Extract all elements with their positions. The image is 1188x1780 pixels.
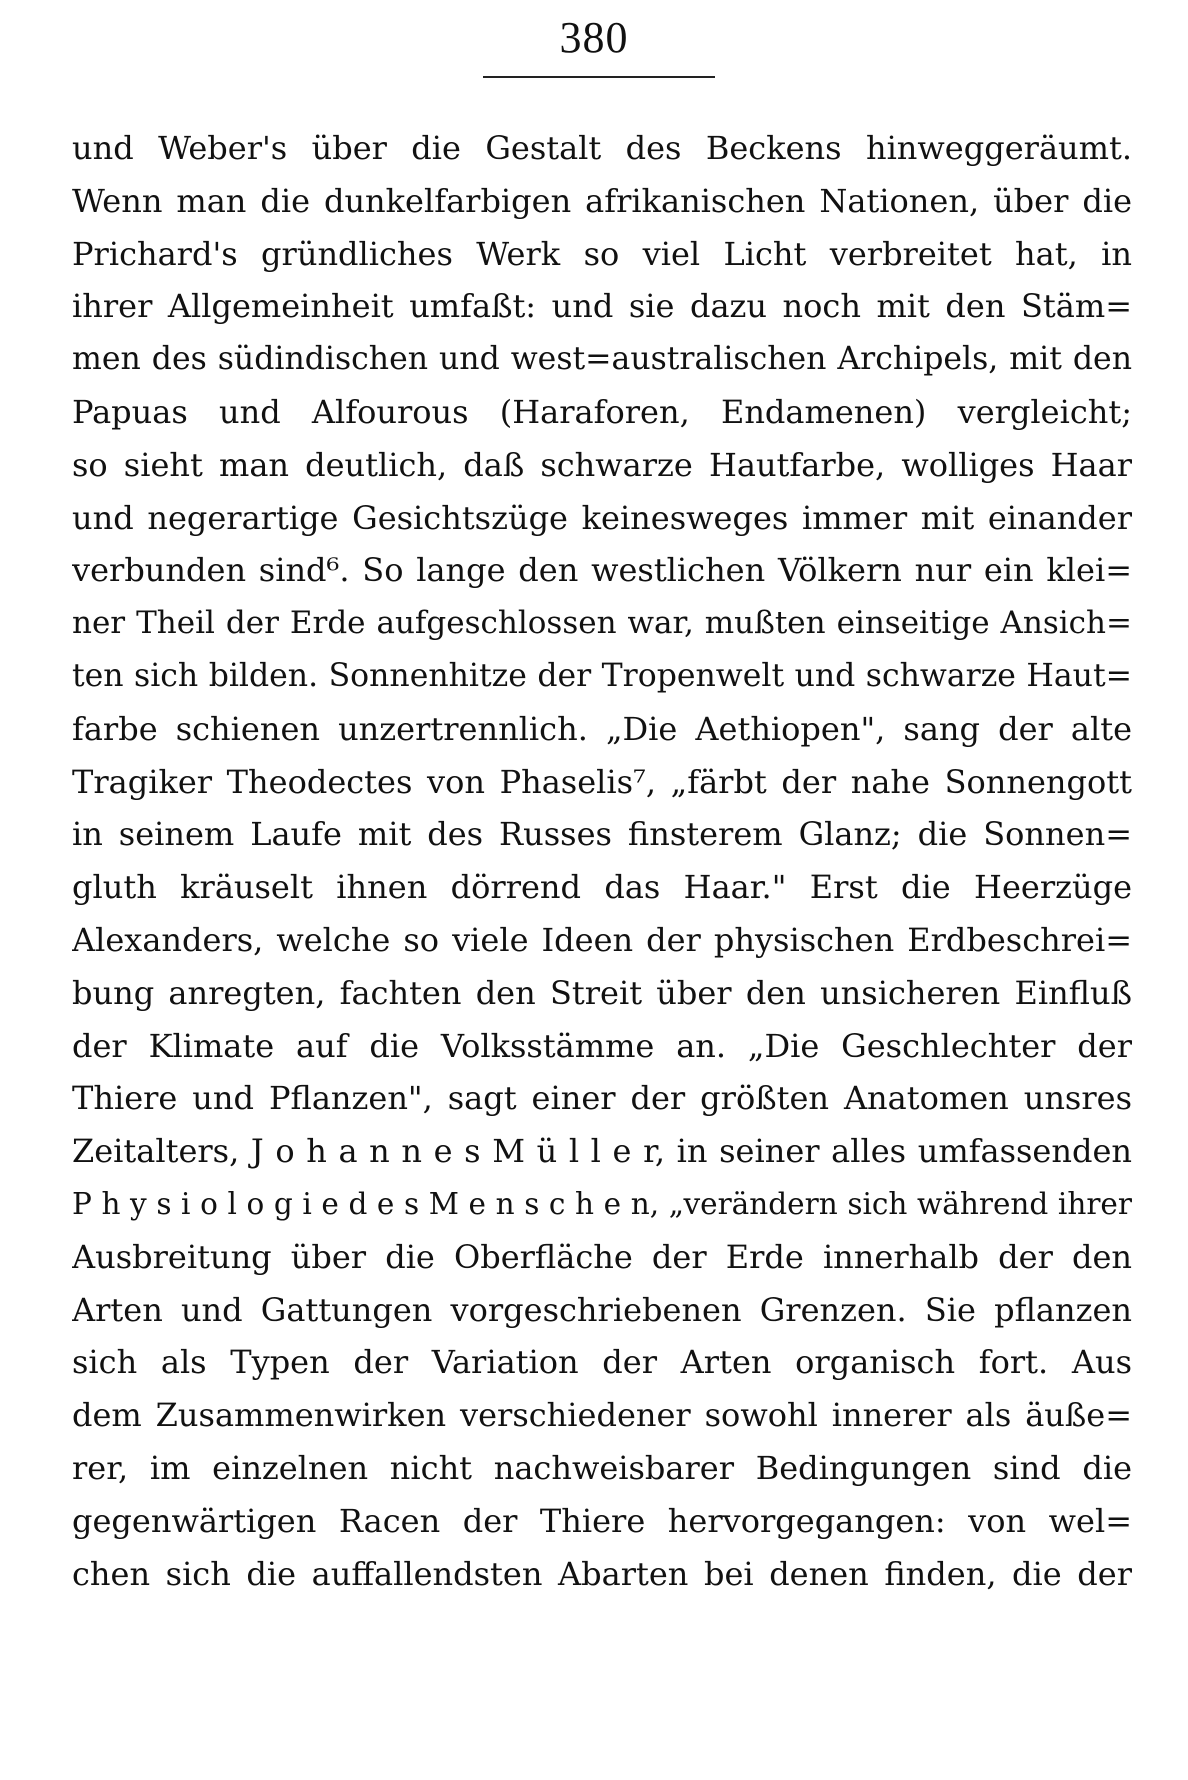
- text-line: P h y s i o l o g i e d e s M e n s c h e n, „verändern sich während ihrer: [72, 1186, 1132, 1221]
- text-line: dem Zusammenwirken verschiedener sowohl innerer als äuße=: [72, 1396, 1132, 1435]
- header-rule: [483, 76, 715, 78]
- text-line: ihrer Allgemeinheit umfaßt: und sie dazu noch mit den Stäm=: [72, 287, 1132, 326]
- text-line: rer, im einzelnen nicht nachweisbarer Bedingungen sind die: [72, 1448, 1132, 1487]
- text-line: und negerartige Gesichtszüge keinesweges immer mit einander: [72, 498, 1132, 537]
- text-line: gegenwärtigen Racen der Thiere hervorgegangen: von wel=: [72, 1501, 1132, 1540]
- text-line: bung anregten, fachten den Streit über den unsicheren Einfluß: [72, 973, 1132, 1012]
- text-line: so sieht man deutlich, daß schwarze Hautfarbe, wolliges Haar: [72, 445, 1132, 484]
- text-line: Wenn man die dunkelfarbigen afrikanischen Nationen, über die: [72, 181, 1132, 220]
- text-line: sich als Typen der Variation der Arten organisch fort. Aus: [72, 1343, 1132, 1382]
- page-number: 380: [559, 13, 629, 62]
- text-line: ner Theil der Erde aufgeschlossen war, mußten einseitige Ansich=: [72, 605, 1132, 642]
- text-line: Zeitalters, J o h a n n e s M ü l l e r, in seiner alles umfassenden: [72, 1132, 1132, 1171]
- text-line: verbunden sind⁶. So lange den westlichen Völkern nur ein klei=: [72, 551, 1132, 590]
- text-line: men des südindischen und west=australischen Archipels, mit den: [72, 341, 1132, 378]
- text-line: Ausbreitung über die Oberfläche der Erde innerhalb der den: [72, 1237, 1132, 1276]
- text-line: chen sich die auffallendsten Abarten bei denen finden, die der: [72, 1554, 1132, 1593]
- body-text: [72, 122, 1132, 1600]
- text-line: der Klimate auf die Volksstämme an. „Die Geschlechter der: [72, 1026, 1132, 1065]
- text-line: farbe schienen unzertrennlich. „Die Aethiopen", sang der alte: [72, 709, 1132, 748]
- text-line: Alexanders, welche so viele Ideen der physischen Erdbeschrei=: [72, 920, 1132, 959]
- text-line: in seinem Laufe mit des Russes finsterem Glanz; die Sonnen=: [72, 815, 1132, 854]
- text-line: ten sich bilden. Sonnenhitze der Tropenwelt und schwarze Haut=: [72, 657, 1132, 694]
- text-line: Thiere und Pflanzen", sagt einer der größten Anatomen unsres: [72, 1079, 1132, 1118]
- text-line: Prichard's gründliches Werk so viel Licht verbreitet hat, in: [72, 234, 1132, 273]
- text-line: gluth kräuselt ihnen dörrend das Haar." Erst die Heerzüge: [72, 868, 1132, 907]
- text-line: Tragiker Theodectes von Phaselis⁷, „färbt der nahe Sonnengott: [72, 762, 1132, 801]
- text-line: Arten und Gattungen vorgeschriebenen Grenzen. Sie pflanzen: [72, 1290, 1132, 1329]
- text-line: Papuas und Alfourous (Haraforen, Endamenen) vergleicht;: [72, 392, 1132, 431]
- text-line: und Weber's über die Gestalt des Beckens hinweggeräumt.: [72, 129, 1132, 167]
